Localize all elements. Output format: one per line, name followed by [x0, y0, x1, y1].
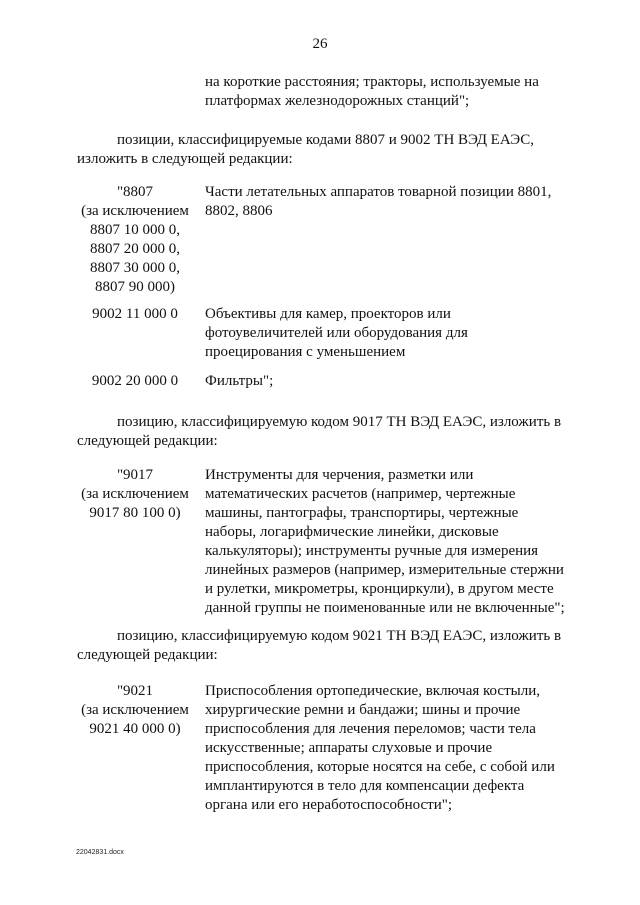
desc-line: имплантируются в тело для компенсации дефекта	[205, 778, 525, 794]
desc-cell-9017	[205, 466, 575, 618]
desc-line: 8802, 8806	[205, 203, 273, 219]
code-line: 8807 90 000)	[95, 279, 175, 295]
text-line: следующей редакции:	[77, 647, 218, 663]
code-cell-9017	[75, 466, 195, 523]
code-line: "9017	[116, 467, 154, 483]
desc-line: проецирования с уменьшением	[205, 344, 406, 360]
code-line: 9017 80 100 0)	[89, 505, 181, 521]
text-line: платформах железнодорожных станций";	[205, 93, 470, 109]
text-line: на короткие расстояния; тракторы, используемые на	[205, 74, 539, 90]
code-line: "8807	[116, 184, 154, 200]
code-cell-8807	[75, 183, 195, 297]
desc-line: фотоувеличителей или оборудования для	[205, 325, 468, 341]
paragraph-position-9017	[77, 413, 567, 451]
desc-line: органа или его неработоспособности";	[205, 797, 453, 813]
code-line: 8807 20 000 0,	[90, 241, 180, 257]
text-line: позицию, классифицируемую кодом 9021 ТН ВЭД ЕАЭС, изложить в	[117, 628, 562, 644]
desc-line: хирургические ремни и бандажи; шины и прочие	[205, 702, 521, 718]
desc-line: машины, пантографы, транспортиры, чертежные	[205, 505, 519, 521]
code-cell-9002-11	[75, 305, 195, 324]
paragraph-position-9021	[77, 627, 567, 665]
desc-line: Инструменты для черчения, разметки или	[205, 467, 474, 483]
code-line: 9002 11 000 0	[92, 306, 178, 322]
desc-line: приспособления, которые носятся на себе, с собой или	[205, 759, 555, 775]
paragraph-positions-8807-9002	[77, 131, 567, 169]
desc-cell-9002-20	[205, 372, 575, 391]
desc-line: искусственные; аппараты слуховые и прочие	[205, 740, 493, 756]
desc-line: Фильтры";	[205, 373, 274, 389]
desc-line: линейных размеров (например, измерительные стержни	[205, 562, 564, 578]
code-cell-9021	[75, 682, 195, 739]
desc-cell-9021	[205, 682, 575, 815]
desc-line: калькуляторы); инструменты ручные для измерения	[205, 543, 539, 559]
text-line: следующей редакции:	[77, 433, 218, 449]
code-line: "9021	[116, 683, 154, 699]
text-line: позицию, классифицируемую кодом 9017 ТН ВЭД ЕАЭС, изложить в	[117, 414, 562, 430]
code-line: (за исключением	[81, 203, 189, 219]
desc-line: Приспособления ортопедические, включая костыли,	[205, 683, 540, 699]
continuation-text	[205, 73, 565, 111]
document-filename-footer: 22042831.docx	[76, 849, 124, 856]
code-line: 9021 40 000 0)	[89, 721, 181, 737]
text-line: позиции, классифицируемые кодами 8807 и 9002 ТН ВЭД ЕАЭС,	[117, 132, 534, 148]
page-number: 26	[312, 36, 328, 52]
code-cell-9002-20	[75, 372, 195, 391]
desc-line: наборы, логарифмические линейки, дисковые	[205, 524, 499, 540]
code-line: 8807 30 000 0,	[90, 260, 180, 276]
desc-line: математических расчетов (например, чертежные	[205, 486, 516, 502]
desc-line: Части летательных аппаратов товарной позиции 8801,	[205, 184, 552, 200]
code-line: (за исключением	[81, 486, 189, 502]
desc-line: Объективы для камер, проекторов или	[205, 306, 451, 322]
desc-cell-8807	[205, 183, 575, 221]
desc-cell-9002-11	[205, 305, 575, 362]
desc-line: приспособления для лечения переломов; части тела	[205, 721, 536, 737]
desc-line: данной группы не поименованные или не включенные";	[205, 600, 565, 616]
code-line: 8807 10 000 0,	[90, 222, 180, 238]
text-line: изложить в следующей редакции:	[77, 151, 293, 167]
code-line: (за исключением	[81, 702, 189, 718]
code-line: 9002 20 000 0	[91, 373, 179, 389]
desc-line: и рулетки, микрометры, кронциркули), в другом месте	[205, 581, 554, 597]
